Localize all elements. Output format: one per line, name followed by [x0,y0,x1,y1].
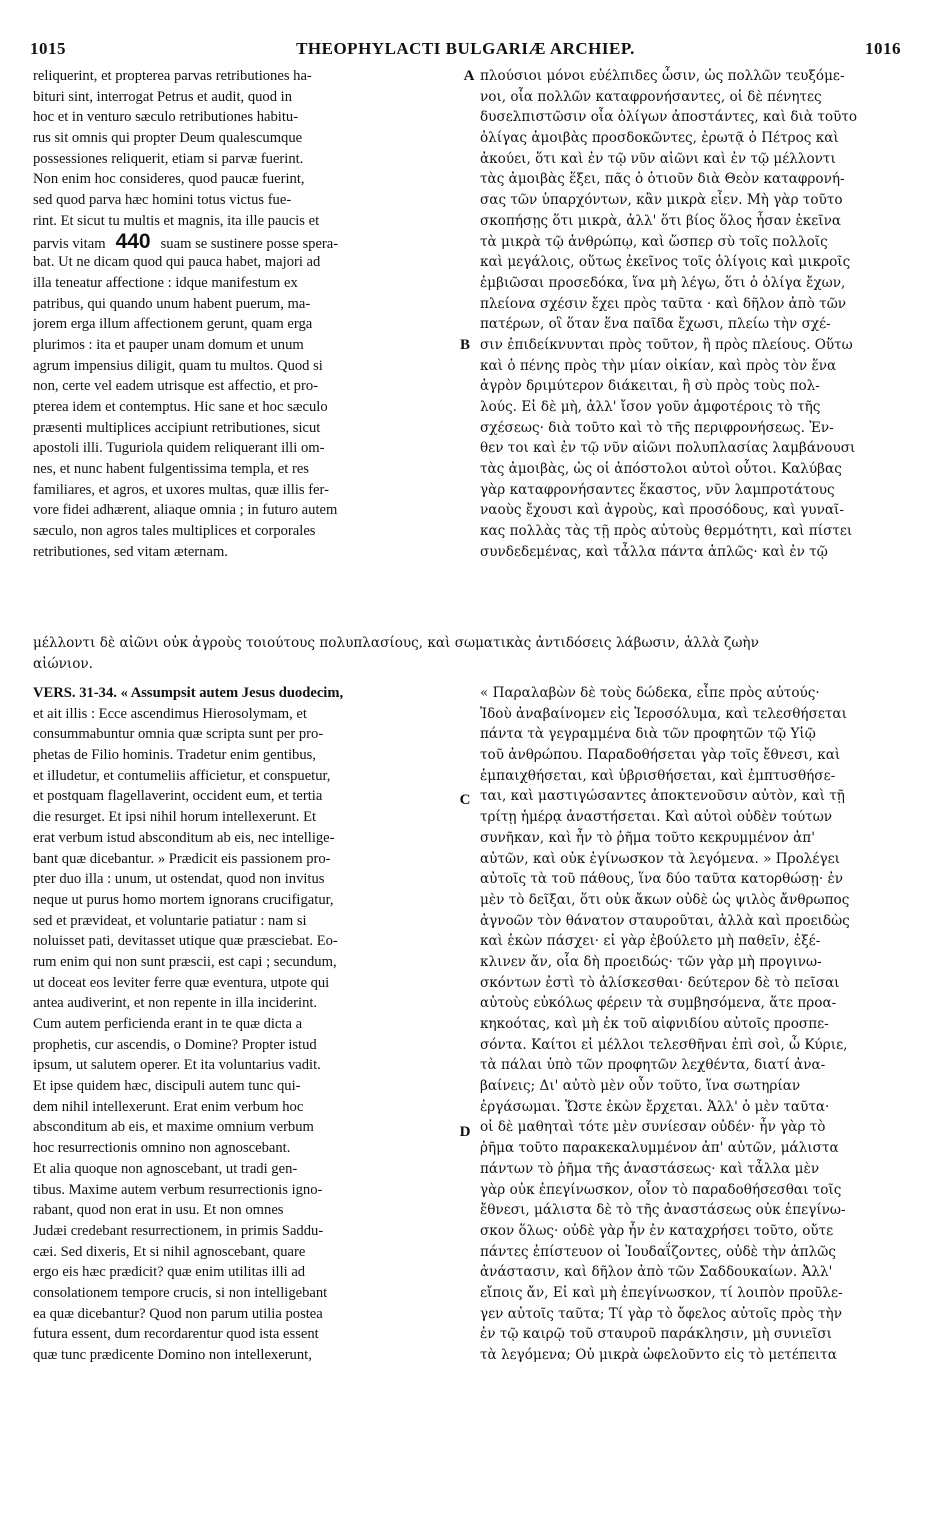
latin-line: antea audiverint, et non repente in illa inciderint. [33,995,318,1012]
greek-line: νοι, οἷα πολλῶν καταφρονήσαντες, οἱ δὲ πένητες [480,88,822,105]
latin-line: hoc et in venturo sæculo retributiones habitu- [33,109,299,126]
greek-column-top [480,66,905,563]
greek-line: ται, καὶ μαστιγώσαντες ἀποκτενοῦσιν αὐτὸν, καὶ τῇ [480,788,845,805]
greek-line: ναοὺς ἔχουσι καὶ ἀγροὺς, καὶ προσόδους, καὶ γυναῖ- [480,502,844,519]
latin-line: rum enim qui non sunt præscii, est capi ; secundum, [33,953,337,970]
latin-line: die resurget. Et ipsi nihil horum intellexerunt. Et [33,809,317,826]
greek-line: συνδεδεμένας, καὶ τἆλλα πάντα ἁπλῶς· καὶ ἐν τῷ [480,543,828,560]
latin-line: ergo eis hæc prædicit? quæ enim utilitas illi ad [33,1264,306,1281]
greek-full-line: μέλλοντι δὲ αἰῶνι οὐκ ἀγροὺς τοιούτους πολυπλασίους, καὶ σωματικὰς ἀντιδόσεις λάβωσιν, ἀλλὰ ζωὴν [33,635,759,651]
verse-quote-start: « Assumpsit autem Jesus duodecim, [120,685,344,701]
latin-line: rabant, quod non erat in usu. Et non omnes [33,1202,284,1219]
greek-line: ἀγνοῶν τὸν θάνατον σταυροῦται, ἀλλὰ καὶ προειδὼς [480,912,850,929]
greek-line: ἐν τῷ καιρῷ τοῦ σταυροῦ παράκλησιν, μὴ συνιεῖσι [480,1326,832,1343]
greek-line: « Παραλαβὼν δὲ τοὺς δώδεκα, εἶπε πρὸς αὐτούς· [480,685,820,701]
greek-line: βαίνεις; Δι' αὐτὸ μὲν οὖν τοῦτο, ἵνα σωτηρίαν [480,1078,801,1095]
greek-line: σιν ἐπιδείκνυνται πρὸς τοῦτον, ἢ πρὸς πλείους. Οὕτω [480,336,853,353]
greek-line: πάντα τὰ γεγραμμένα διὰ τῶν προφητῶν τῷ Υἱῷ [480,726,816,743]
greek-line: πλείονα σχέσιν ἔχει πρὸς ταῦτα · καὶ δῆλον ἀπὸ τῶν [480,295,847,312]
greek-line: κηκοότας, καὶ μὴ ἐκ τοῦ αἰφνιδίου αὐτοῖς προσπε- [480,1016,829,1032]
latin-line: tibus. Maxime autem verbum resurrectionis igno- [33,1181,323,1198]
greek-line: εἴποις ἄν, Εἰ καὶ μὴ ἐπεγίνωσκον, τί λοιπὸν προῦλε- [480,1284,843,1301]
latin-line: nes, et nunc habent fulgentissima templa, et res [33,461,309,478]
greek-line: τρίτῃ ἡμέρᾳ ἀναστήσεται. Καὶ αὐτοὶ οὐδὲν τούτων [480,809,833,826]
latin-line: dem nihil intellexerunt. Erat enim verbum hoc [33,1098,304,1115]
latin-line: rint. Et sicut tu multis et magnis, ita ille paucis et [33,212,320,229]
latin-line: et illudetur, et contumeliis afficietur, et conspuetur, [33,767,331,784]
latin-line: prophetis, cur ascendis, o Domine? Propter istud [33,1036,317,1053]
verse-label: VERS. 31-34. [33,685,117,701]
latin-line: Et alia quoque non agnoscebant, ut tradi gen- [33,1160,298,1177]
greek-line: σόντα. Καίτοι εἰ μέλλοι τελεσθῆναι ἐπὶ σοὶ, ὦ Κύριε, [480,1036,848,1053]
page-number-right: 1016 [865,39,901,58]
greek-line: Ἰδοὺ ἀναβαίνομεν εἰς Ἱεροσόλυμα, καὶ τελεσθήσεται [480,705,847,722]
greek-line: πάντες ἐπίστευον οἱ Ἰουδαΐζοντες, οὐδὲ τὴν ἁπλῶς [480,1243,836,1260]
latin-line: et ait illis : Ecce ascendimus Hierosolymam, et [33,705,307,722]
greek-line: γεν αὐτοῖς ταῦτα; Τί γὰρ τὸ ὄφελος αὐτοῖς πρὸς τὴν [480,1305,842,1322]
latin-line: consolationem tempore crucis, si non intelligebant [33,1284,328,1301]
latin-column-top [33,66,455,563]
latin-line: sed et prævideat, et voluntarie patiatur : nam si [33,912,307,929]
latin-column-bottom [33,683,455,1366]
latin-line: vore fidei adhærent, aliaque omnia ; in futuro autem [33,502,338,519]
greek-line: σας τῶν ὑπαρχόντων, κἂν μικρὰ εἶεν. Μὴ γὰρ τοῦτο [480,192,843,209]
inline-page-number: 440 [115,231,151,253]
latin-line: cæi. Sed dixeris, Et si nihil agnoscebant, quare [33,1243,306,1260]
latin-line: rus sit omnis qui propter Deum qualescumque [33,130,303,147]
verse-heading-line [33,683,455,704]
latin-line: præsenti multiplices accipiunt retributiones, sicut [33,419,321,436]
latin-line: Et ipse quidem hæc, discipuli autem tunc qui- [33,1078,301,1095]
latin-line: bituri sint, interrogat Petrus et audit, quod in [33,88,293,105]
greek-line: σκον ὅλως· οὐδὲ γὰρ ἦν ἐν καταχρήσει τοῦτο, οὔτε [480,1222,834,1239]
greek-line: τὰ λεγόμενα; Οὐ μικρὰ ὠφελοῦντο εἰς τὸ μετέπειτα [480,1347,837,1363]
latin-line: ea quæ dicebantur? Quod non parum utilia postea [33,1305,323,1322]
greek-full-width-continuation [33,633,905,674]
latin-line: apostoli illi. Tuguriola quidem reliquerant illi om- [33,440,325,457]
latin-line: erat verbum istud absconditum ab eis, nec intellige- [33,829,335,846]
latin-line: et postquam flagellaverint, occident eum, et tertia [33,788,323,805]
page-header [30,36,901,62]
greek-line: καὶ ἑκὼν πάσχει· εἰ γὰρ ἐβούλετο μὴ παθεῖν, ἐξέ- [480,933,821,950]
latin-line: noluisset pati, devitasset utique quæ præsciebat. Eo- [33,933,338,950]
greek-line: ἀκούει, ὅτι καὶ ἐν τῷ νῦν αἰῶνι καὶ ἐν τῷ μέλλοντι [480,150,836,167]
greek-line: καὶ μεγάλοις, οὕτως ἐκεῖνος τοῖς ὀλίγοις καὶ μικροῖς [480,254,851,271]
greek-line: ἐμπαιχθήσεται, καὶ ὑβρισθήσεται, καὶ ἐμπτυσθήσε- [480,767,836,784]
greek-line: οἱ δὲ μαθηταὶ τότε μὲν συνίεσαν οὐδέν· ἦν γὰρ τὸ [480,1119,826,1136]
greek-line: γὰρ καταφρονήσαντες ἕκαστος, νῦν λαμπροτάτους [480,481,835,498]
section-marker-c: C [459,792,471,808]
text-fragment: parvis vitam [33,235,106,252]
greek-line: δυσελπιστῶσιν οἷα ὀλίγων ἀποστάντες, καὶ διὰ τοῦτο [480,109,858,126]
latin-line: reliquerint, et propterea parvas retributiones ha- [33,68,312,84]
greek-line: κλινεν ἄν, οἷα δὴ προειδώς· τῶν γὰρ μὴ προγινω- [480,953,822,970]
latin-line: illa teneatur affectione : idque manifestum ex [33,274,298,291]
section-marker-a: A [463,68,475,84]
greek-line: τὰς ἀμοιβὰς, ὡς οἱ ἀπόστολοι αὐτοὶ οὗτοι. Καλύβας [480,461,842,478]
greek-line: ἀγρὸν δριμύτερον διάκειται, ἢ σὺ πρὸς τοὺς πολ- [480,378,820,395]
greek-line: τοῦ ἀνθρώπου. Παραδοθήσεται γὰρ τοῖς ἔθνεσι, καὶ [480,747,841,764]
greek-line: θεν τοι καὶ ἐν τῷ νῦν αἰῶνι πολυπλασίας λαμβάνουσι [480,440,856,457]
latin-line: sed quod parva hæc homini totus victus fue- [33,192,292,209]
latin-line: neque ut purus homo mortem ignorans crucifigatur, [33,891,334,908]
latin-line: familiares, et agros, et uxores multas, quæ illis fer- [33,481,329,498]
latin-line: consummabuntur omnia quæ scripta sunt per pro- [33,726,324,743]
latin-line: futura essent, dum recordarentur quod ista essent [33,1326,319,1343]
latin-line: retributiones, sed vitam æternam. [33,543,228,560]
latin-line: sæculo, non agros tales multiplices et corporales [33,523,316,540]
page-number-left: 1015 [30,39,66,58]
running-title: THEOPHYLACTI BULGARIÆ ARCHIEP. [296,39,635,58]
greek-line: ὀλίγας ἀμοιβὰς προσδοκῶντες, ἐρωτᾷ ὁ Πέτρος καὶ [480,130,839,147]
greek-line: ἀνάστασιν, καὶ δῆλον ἀπὸ τῶν Σαδδουκαίων. Ἀλλ' [480,1264,833,1281]
greek-line: τὰ πάλαι ὑπὸ τῶν προφητῶν λεχθέντα, διατί ἀνα- [480,1057,826,1074]
greek-line: αὐτοῖς τὰ τοῦ πάθους, ἵνα δύο ταῦτα κατορθώσῃ· ἐν [480,871,844,888]
greek-line: σκόντων ἐστὶ τὸ ἁλίσκεσθαι· δεύτερον δὲ τὸ πεῖσαι [480,974,840,991]
greek-line: τὰ μικρὰ τῷ ἀνθρώπῳ, καὶ ὥσπερ σὺ τοῖς πολλοῖς [480,233,828,250]
greek-line: πατέρων, οἳ ὅταν ἕνα παῖδα ἔχωσι, πλείω τὴν σχέ- [480,316,831,333]
latin-line [33,232,455,253]
latin-line: possessiones reliquerit, etiam si parvæ fuerint. [33,150,304,167]
text-fragment: suam se sustinere posse spera- [160,235,339,252]
greek-line: κας πολλὰς τὰς τῇ πρὸς αὐτοὺς θερμότητι, καὶ πίστει [480,523,853,540]
latin-line: agrum impensius diligit, quam tu multos. Quod si [33,357,323,374]
greek-line: πλούσιοι μόνοι εὐέλπιδες ὦσιν, ὡς πολλῶν τευξόμε- [480,68,845,84]
greek-full-line: αἰώνιον. [33,655,93,672]
latin-line: pterea idem et contemptus. Hic sane et hoc sæculo [33,399,328,415]
greek-line: τὰς ἀμοιβὰς ἕξει, πᾶς ὁ ὁτιοῦν διὰ Θεὸν καταφρονή- [480,171,845,188]
latin-line: Judæi credebant resurrectionem, in primis Saddu- [33,1222,324,1239]
greek-line: σκοπήσῃς ὅτι μικρὰ, ἀλλ' ὅτι βίος ὅλος ἦσαν ἐκεῖνα [480,212,842,229]
latin-line: ipsum, ut salutem operer. Et ita voluntarius vadit. [33,1057,321,1074]
greek-line: καὶ ὁ πένης πρὸς τὴν μίαν οἰκίαν, καὶ πρὸς τὸν ἕνα [480,357,837,374]
latin-line: plurimos : ita et pauper unam domum et unum [33,336,304,353]
greek-line: λούς. Εἰ δὲ μὴ, ἀλλ' ἴσον γοῦν ἀμφοτέροις τὸ τῆς [480,399,821,415]
latin-line: phetas de Filio hominis. Tradetur enim gentibus, [33,747,316,764]
greek-line: μὲν τὸ δεῖξαι, ὅτι οὐκ ἄκων οὐδὲ ὡς ψιλὸς ἄνθρωπος [480,891,850,908]
latin-line: jorem erga illum affectionem gerunt, quam erga [33,316,313,333]
latin-line: ut doceat eos leviter ferre quæ eventura, utpote qui [33,974,330,991]
greek-line: συνῆκαν, καὶ ἦν τὸ ῥῆμα τοῦτο κεκρυμμένον ἀπ' [480,829,815,846]
latin-line: Non enim hoc consideres, quod paucæ fuerint, [33,171,305,188]
latin-line: absconditum ab eis, et maxime omnium verbum [33,1119,314,1136]
greek-column-bottom [480,683,905,1366]
section-marker-b: B [459,337,470,353]
greek-line: αὐτοὺς εὐκόλως φέρειν τὰ συμβησόμενα, ἅτε προα- [480,995,837,1012]
latin-line: bant quæ dicebantur. » Prædicit eis passionem pro- [33,850,331,867]
section-marker-d: D [459,1124,471,1140]
greek-line: ἔθνεσι, μάλιστα δὲ τὸ τῆς ἀναστάσεως οὐκ ἐπεγίνω- [480,1202,846,1219]
greek-line: αὐτῶν, καὶ οὐκ ἐγίνωσκον τὰ λεγόμενα. » Προλέγει [480,850,840,867]
latin-line: patribus, qui quando unum habent puerum, ma- [33,295,311,312]
greek-line: ῥῆμα τοῦτο παρακεκαλυμμένον ἀπ' αὐτῶν, μάλιστα [480,1140,839,1157]
latin-line: Cum autem perficienda erant in te quæ dicta a [33,1016,303,1032]
latin-line: quæ tunc prædicente Domino non intellexerunt, [33,1347,312,1363]
latin-line: non, certe vel eadem utrisque est affectio, et pro- [33,378,318,395]
latin-line: pter duo illa : unum, ut ostendat, quod non invitus [33,871,325,888]
greek-line: ἐργάσωμαι. Ὥστε ἑκὼν ἔρχεται. Ἀλλ' ὁ μὲν ταῦτα· [480,1098,830,1115]
latin-line: bat. Ut ne dicam quod qui pauca habet, majori ad [33,254,321,271]
greek-line: γὰρ οὐκ ἐπεγίνωσκον, οἷον τὸ παραδοθήσεσθαι τοῖς [480,1181,842,1198]
greek-line: ἐμβιῶσαι προσεδόκα, ἵνα μὴ λέγω, ὅτι ὁ ὀλίγα ἔχων, [480,274,846,291]
greek-line: πάντων τὸ ῥῆμα τῆς ἀναστάσεως· καὶ τἆλλα μὲν [480,1160,820,1177]
greek-line: σχέσεως· διὰ τοῦτο καὶ τὸ τῆς περιφρονήσεως. Ἐν- [480,419,834,436]
latin-line: hoc resurrectionis omnino non agnoscebant. [33,1140,291,1157]
